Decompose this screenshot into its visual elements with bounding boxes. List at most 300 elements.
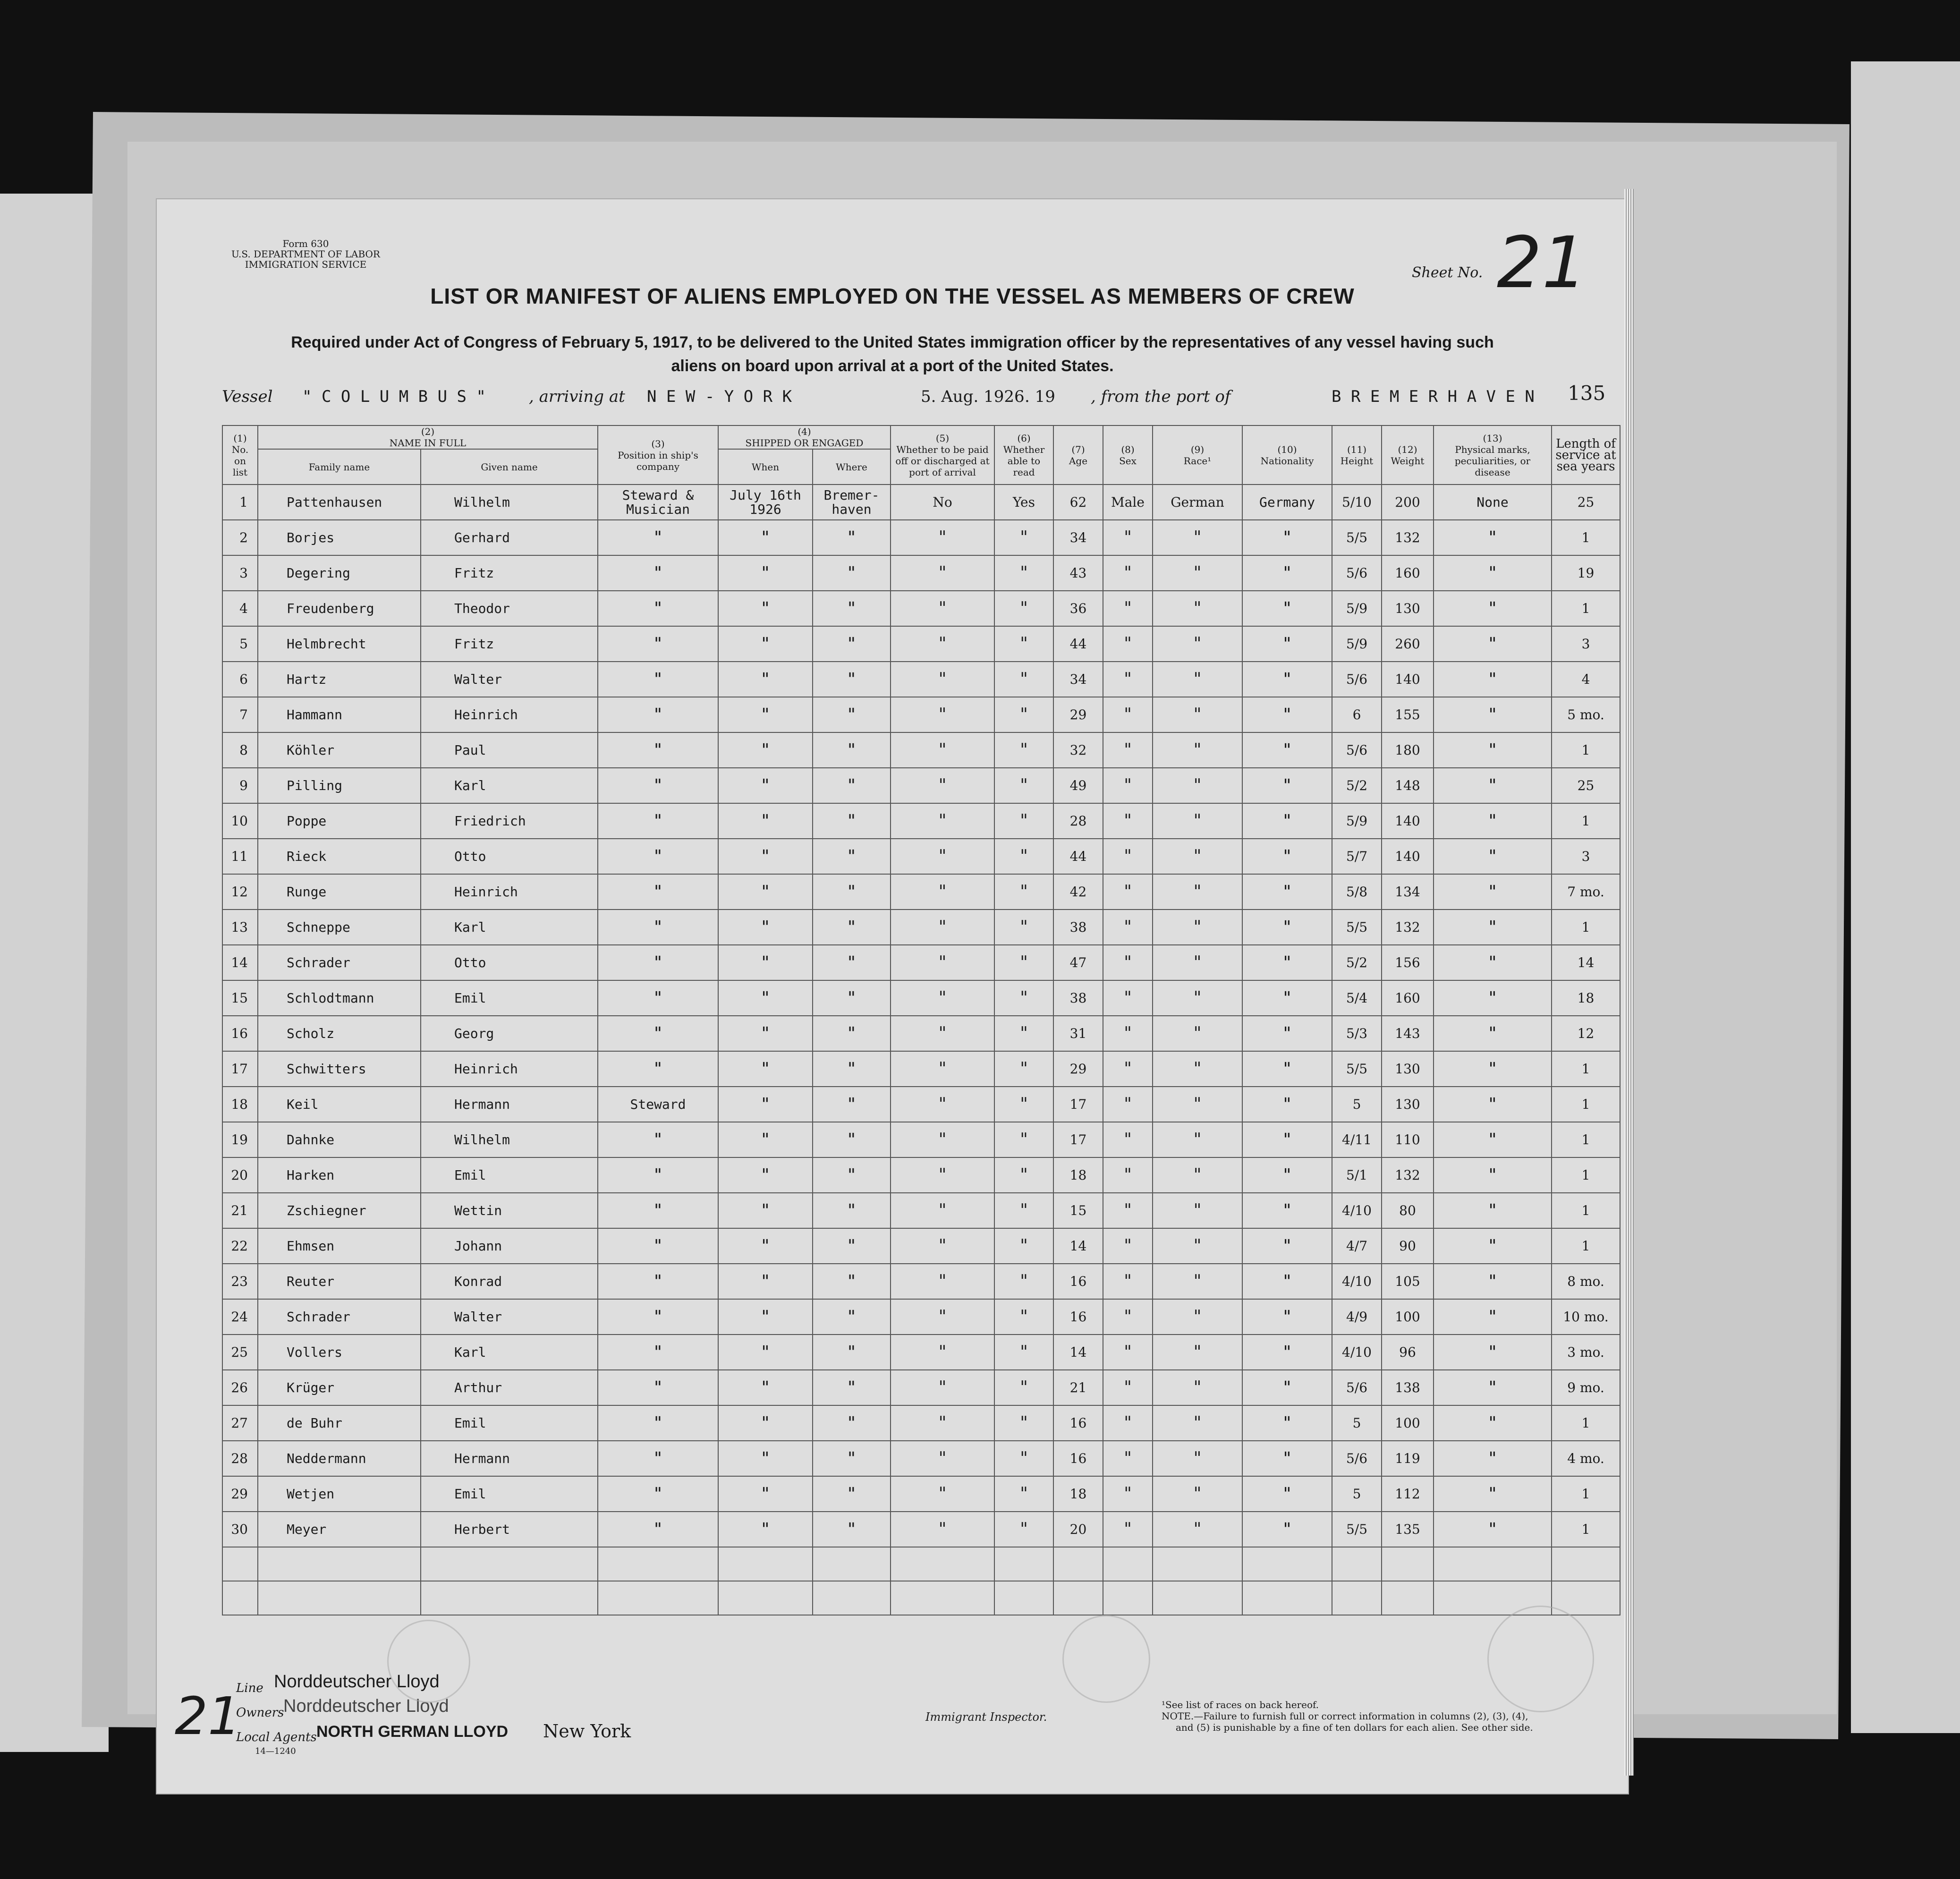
col-header-read: (6) Whether able to read — [994, 425, 1053, 485]
table-row — [222, 1335, 1620, 1370]
cell-height: 5/3 — [1332, 1016, 1382, 1051]
cell-weight: 110 — [1382, 1122, 1434, 1157]
cell-race: " — [1153, 1051, 1242, 1087]
empty-cell — [421, 1547, 598, 1581]
cell-position: " — [598, 520, 718, 555]
cell-when: " — [718, 1264, 813, 1299]
cell-nationality: " — [1242, 1512, 1332, 1547]
cell-sex: " — [1103, 732, 1153, 768]
cell-given: Wettin — [421, 1193, 598, 1228]
cell-when: " — [718, 839, 813, 874]
cell-when: " — [718, 874, 813, 910]
cell-paid-off: " — [891, 980, 994, 1016]
cell-when: " — [718, 1335, 813, 1370]
cell-age: 21 — [1053, 1370, 1103, 1405]
cell-paid-off: " — [891, 626, 994, 662]
cell-weight: 105 — [1382, 1264, 1434, 1299]
cell-no: 12 — [222, 874, 258, 910]
cell-when: " — [718, 1122, 813, 1157]
col-header-paid-off: (5) Whether to be paid off or discharged at port of arrival — [891, 425, 994, 485]
cell-marks: " — [1434, 1335, 1552, 1370]
cell-family: Runge — [258, 874, 421, 910]
cell-family: Köhler — [258, 732, 421, 768]
cell-age: 31 — [1053, 1016, 1103, 1051]
cell-marks: " — [1434, 1405, 1552, 1441]
cell-nationality: " — [1242, 910, 1332, 945]
empty-cell — [1332, 1581, 1382, 1615]
cell-paid-off: " — [891, 732, 994, 768]
cell-family: Schneppe — [258, 910, 421, 945]
cell-where: " — [813, 768, 891, 803]
cell-read: " — [994, 1370, 1053, 1405]
cell-height: 4/10 — [1332, 1335, 1382, 1370]
cell-nationality: " — [1242, 1122, 1332, 1157]
cell-read: " — [994, 1264, 1053, 1299]
cell-where: " — [813, 1228, 891, 1264]
cell-service: 1 — [1552, 1512, 1620, 1547]
cell-nationality: " — [1242, 591, 1332, 626]
cell-no: 19 — [222, 1122, 258, 1157]
cell-when: " — [718, 1441, 813, 1476]
cell-sex: " — [1103, 1299, 1153, 1335]
empty-cell — [813, 1547, 891, 1581]
cell-where: Bremer-haven — [813, 485, 891, 520]
cell-where: " — [813, 1441, 891, 1476]
cell-sex: " — [1103, 1193, 1153, 1228]
cell-family: Pattenhausen — [258, 485, 421, 520]
cell-position: " — [598, 945, 718, 980]
cell-weight: 140 — [1382, 662, 1434, 697]
cell-service: 25 — [1552, 485, 1620, 520]
col-header-no: (1) No. on list — [222, 425, 258, 485]
cell-where: " — [813, 1122, 891, 1157]
cell-weight: 100 — [1382, 1405, 1434, 1441]
cell-given: Theodor — [421, 591, 598, 626]
cell-sex: " — [1103, 697, 1153, 732]
table-row — [222, 803, 1620, 839]
cell-service: 10 mo. — [1552, 1299, 1620, 1335]
cell-service: 3 mo. — [1552, 1335, 1620, 1370]
cell-weight: 160 — [1382, 980, 1434, 1016]
empty-cell — [891, 1547, 994, 1581]
cell-paid-off: " — [891, 697, 994, 732]
cell-family: Rieck — [258, 839, 421, 874]
table-row — [222, 910, 1620, 945]
table-row — [222, 1087, 1620, 1122]
cell-weight: 130 — [1382, 591, 1434, 626]
empty-cell — [1382, 1581, 1434, 1615]
cell-weight: 119 — [1382, 1441, 1434, 1476]
cell-height: 5/5 — [1332, 520, 1382, 555]
cell-when: " — [718, 768, 813, 803]
cell-sex: " — [1103, 1122, 1153, 1157]
cell-weight: 90 — [1382, 1228, 1434, 1264]
cell-given: Konrad — [421, 1264, 598, 1299]
manifest-body — [222, 485, 1620, 1615]
consulate-stamp-1 — [387, 1620, 470, 1703]
col-header-sex: (8) Sex — [1103, 425, 1153, 485]
cell-paid-off: " — [891, 1157, 994, 1193]
cell-service: 1 — [1552, 1122, 1620, 1157]
cell-read: " — [994, 874, 1053, 910]
cell-no: 20 — [222, 1157, 258, 1193]
cell-given: Hermann — [421, 1087, 598, 1122]
arrival-date: 5. Aug. 1926 — [921, 387, 1025, 406]
cell-position: " — [598, 910, 718, 945]
cell-age: 16 — [1053, 1405, 1103, 1441]
cell-race: " — [1153, 1476, 1242, 1512]
cell-where: " — [813, 1476, 891, 1512]
cell-when: July 16th 1926 — [718, 485, 813, 520]
cell-service: 1 — [1552, 803, 1620, 839]
cell-where: " — [813, 591, 891, 626]
consulate-stamp-3 — [1487, 1606, 1594, 1712]
cell-paid-off: " — [891, 1512, 994, 1547]
cell-read: " — [994, 1122, 1053, 1157]
cell-when: " — [718, 1193, 813, 1228]
cell-height: 4/11 — [1332, 1122, 1382, 1157]
cell-service: 1 — [1552, 1476, 1620, 1512]
empty-cell — [1153, 1547, 1242, 1581]
cell-when: " — [718, 520, 813, 555]
cell-marks: " — [1434, 1087, 1552, 1122]
cell-when: " — [718, 1157, 813, 1193]
cell-weight: 100 — [1382, 1299, 1434, 1335]
table-row — [222, 591, 1620, 626]
cell-paid-off: " — [891, 1228, 994, 1264]
cell-no: 27 — [222, 1405, 258, 1441]
cell-age: 20 — [1053, 1512, 1103, 1547]
cell-sex: " — [1103, 910, 1153, 945]
cell-nationality: " — [1242, 1051, 1332, 1087]
cell-family: Schrader — [258, 1299, 421, 1335]
cell-height: 5 — [1332, 1476, 1382, 1512]
cell-position: " — [598, 803, 718, 839]
cell-age: 28 — [1053, 803, 1103, 839]
cell-weight: 180 — [1382, 732, 1434, 768]
cell-given: Heinrich — [421, 697, 598, 732]
owners-label: Owners — [236, 1706, 284, 1720]
cell-where: " — [813, 980, 891, 1016]
cell-marks: " — [1434, 697, 1552, 732]
agents-value: NORTH GERMAN LLOYD — [316, 1723, 509, 1741]
cell-service: 18 — [1552, 980, 1620, 1016]
cell-where: " — [813, 945, 891, 980]
cell-age: 14 — [1053, 1335, 1103, 1370]
cell-race: " — [1153, 1441, 1242, 1476]
cell-nationality: " — [1242, 732, 1332, 768]
cell-paid-off: No — [891, 485, 994, 520]
cell-age: 17 — [1053, 1087, 1103, 1122]
cell-family: Reuter — [258, 1264, 421, 1299]
cell-sex: " — [1103, 945, 1153, 980]
cell-position: " — [598, 1476, 718, 1512]
cell-read: " — [994, 626, 1053, 662]
cell-family: Vollers — [258, 1335, 421, 1370]
cell-race: " — [1153, 1228, 1242, 1264]
cell-when: " — [718, 555, 813, 591]
cell-position: " — [598, 1370, 718, 1405]
cell-no: 26 — [222, 1370, 258, 1405]
cell-sex: " — [1103, 1335, 1153, 1370]
cell-given: Emil — [421, 1157, 598, 1193]
cell-when: " — [718, 1405, 813, 1441]
cell-height: 4/10 — [1332, 1193, 1382, 1228]
cell-sex: Male — [1103, 485, 1153, 520]
cell-height: 4/9 — [1332, 1299, 1382, 1335]
sheet-number: 21 — [1497, 222, 1587, 304]
cell-weight: 130 — [1382, 1051, 1434, 1087]
table-row — [222, 768, 1620, 803]
cell-nationality: " — [1242, 555, 1332, 591]
col-header-shipped: (4) SHIPPED OR ENGAGED — [718, 425, 891, 449]
cell-marks: " — [1434, 662, 1552, 697]
cell-position: " — [598, 1405, 718, 1441]
cell-weight: 156 — [1382, 945, 1434, 980]
cell-position: " — [598, 1441, 718, 1476]
cell-sex: " — [1103, 1370, 1153, 1405]
cell-sex: " — [1103, 520, 1153, 555]
col-header-service: Length of service at sea years — [1552, 425, 1620, 485]
cell-position: " — [598, 626, 718, 662]
cell-read: " — [994, 768, 1053, 803]
cell-age: 29 — [1053, 1051, 1103, 1087]
cell-sex: " — [1103, 1441, 1153, 1476]
cell-height: 5/6 — [1332, 732, 1382, 768]
cell-height: 5/9 — [1332, 626, 1382, 662]
cell-given: Emil — [421, 980, 598, 1016]
cell-height: 5/6 — [1332, 555, 1382, 591]
cell-race: " — [1153, 1193, 1242, 1228]
cell-when: " — [718, 662, 813, 697]
table-row — [222, 1016, 1620, 1051]
cell-family: Harken — [258, 1157, 421, 1193]
cell-sex: " — [1103, 555, 1153, 591]
cell-height: 5 — [1332, 1405, 1382, 1441]
cell-when: " — [718, 591, 813, 626]
cell-paid-off: " — [891, 1016, 994, 1051]
col-header-race: (9) Race¹ — [1153, 425, 1242, 485]
cell-where: " — [813, 1370, 891, 1405]
cell-age: 14 — [1053, 1228, 1103, 1264]
cell-weight: 132 — [1382, 520, 1434, 555]
cell-when: " — [718, 945, 813, 980]
cell-given: Fritz — [421, 555, 598, 591]
table-row — [222, 1264, 1620, 1299]
vessel-name: " C O L U M B U S " — [302, 387, 486, 406]
cell-nationality: Germany — [1242, 485, 1332, 520]
cell-height: 5/2 — [1332, 768, 1382, 803]
cell-height: 5/5 — [1332, 1051, 1382, 1087]
empty-cell — [222, 1581, 258, 1615]
cell-where: " — [813, 697, 891, 732]
cell-age: 38 — [1053, 910, 1103, 945]
cell-read: " — [994, 1157, 1053, 1193]
cell-when: " — [718, 1512, 813, 1547]
cell-family: Krüger — [258, 1370, 421, 1405]
cell-sex: " — [1103, 1264, 1153, 1299]
col-header-age: (7) Age — [1053, 425, 1103, 485]
cell-given: Walter — [421, 1299, 598, 1335]
cell-race: German — [1153, 485, 1242, 520]
cell-read: " — [994, 1087, 1053, 1122]
cell-no: 3 — [222, 555, 258, 591]
empty-cell — [421, 1581, 598, 1615]
cell-service: 4 — [1552, 662, 1620, 697]
cell-paid-off: " — [891, 1264, 994, 1299]
cell-nationality: " — [1242, 1441, 1332, 1476]
cell-sex: " — [1103, 1087, 1153, 1122]
page-title: LIST OR MANIFEST OF ALIENS EMPLOYED ON THE VESSEL AS MEMBERS OF CREW — [430, 284, 1355, 308]
table-row — [222, 1441, 1620, 1476]
cell-given: Gerhard — [421, 520, 598, 555]
cell-nationality: " — [1242, 980, 1332, 1016]
cell-nationality: " — [1242, 803, 1332, 839]
cell-family: Schrader — [258, 945, 421, 980]
cell-where: " — [813, 1264, 891, 1299]
table-row — [222, 626, 1620, 662]
cell-when: " — [718, 980, 813, 1016]
cell-family: Hammann — [258, 697, 421, 732]
cell-nationality: " — [1242, 1405, 1332, 1441]
cell-no: 29 — [222, 1476, 258, 1512]
empty-cell — [258, 1581, 421, 1615]
cell-read: " — [994, 732, 1053, 768]
cell-no: 21 — [222, 1193, 258, 1228]
cell-paid-off: " — [891, 1370, 994, 1405]
cell-weight: 138 — [1382, 1370, 1434, 1405]
cell-where: " — [813, 662, 891, 697]
cell-given: Emil — [421, 1476, 598, 1512]
cell-given: Georg — [421, 1016, 598, 1051]
table-row — [222, 697, 1620, 732]
cell-nationality: " — [1242, 1087, 1332, 1122]
cell-read: " — [994, 1051, 1053, 1087]
cell-position: " — [598, 1193, 718, 1228]
cell-where: " — [813, 1157, 891, 1193]
cell-service: 1 — [1552, 1193, 1620, 1228]
cell-race: " — [1153, 1335, 1242, 1370]
cell-no: 9 — [222, 768, 258, 803]
cell-family: Poppe — [258, 803, 421, 839]
table-row — [222, 555, 1620, 591]
note-failure: NOTE.—Failure to furnish full or correct information in columns (2), (3), (4), — [1162, 1710, 1528, 1722]
cell-sex: " — [1103, 874, 1153, 910]
cell-age: 36 — [1053, 591, 1103, 626]
cell-no: 24 — [222, 1299, 258, 1335]
cell-family: Wetjen — [258, 1476, 421, 1512]
margin-sheet-number: 21 — [175, 1686, 241, 1746]
cell-race: " — [1153, 839, 1242, 874]
cell-service: 14 — [1552, 945, 1620, 980]
cell-given: Otto — [421, 945, 598, 980]
cell-race: " — [1153, 803, 1242, 839]
cell-weight: 132 — [1382, 910, 1434, 945]
cell-sex: " — [1103, 839, 1153, 874]
page-stack-edge — [1624, 189, 1634, 1776]
cell-service: 1 — [1552, 1228, 1620, 1264]
cell-read: " — [994, 1228, 1053, 1264]
table-row — [222, 1370, 1620, 1405]
cell-service: 3 — [1552, 626, 1620, 662]
line-value: Norddeutscher Lloyd — [274, 1672, 440, 1692]
cell-read: " — [994, 1405, 1053, 1441]
cell-age: 32 — [1053, 732, 1103, 768]
cell-race: " — [1153, 1157, 1242, 1193]
cell-family: Neddermann — [258, 1441, 421, 1476]
cell-position: " — [598, 697, 718, 732]
cell-read: " — [994, 1441, 1053, 1476]
empty-cell — [222, 1547, 258, 1581]
cell-weight: 155 — [1382, 697, 1434, 732]
cell-height: 5/6 — [1332, 1370, 1382, 1405]
cell-position: " — [598, 874, 718, 910]
table-row — [222, 1157, 1620, 1193]
cell-read: " — [994, 1299, 1053, 1335]
empty-cell — [813, 1581, 891, 1615]
cell-height: 5/4 — [1332, 980, 1382, 1016]
arrival-port: N E W - Y O R K — [647, 387, 792, 406]
cell-no: 13 — [222, 910, 258, 945]
cell-age: 16 — [1053, 1441, 1103, 1476]
cell-position: " — [598, 980, 718, 1016]
cell-race: " — [1153, 697, 1242, 732]
table-row — [222, 1476, 1620, 1512]
table-row — [222, 874, 1620, 910]
table-row — [222, 839, 1620, 874]
empty-row — [222, 1581, 1620, 1615]
cell-age: 17 — [1053, 1122, 1103, 1157]
cell-marks: " — [1434, 1512, 1552, 1547]
cell-marks: " — [1434, 874, 1552, 910]
cell-service: 3 — [1552, 839, 1620, 874]
form-department: U.S. DEPARTMENT OF LABOR — [231, 248, 380, 260]
cell-family: de Buhr — [258, 1405, 421, 1441]
cell-sex: " — [1103, 803, 1153, 839]
cell-no: 1 — [222, 485, 258, 520]
cell-service: 1 — [1552, 1157, 1620, 1193]
cell-weight: 96 — [1382, 1335, 1434, 1370]
cell-sex: " — [1103, 980, 1153, 1016]
cell-height: 5/2 — [1332, 945, 1382, 980]
cell-paid-off: " — [891, 768, 994, 803]
cell-where: " — [813, 1051, 891, 1087]
cell-where: " — [813, 910, 891, 945]
cell-when: " — [718, 1051, 813, 1087]
cell-marks: " — [1434, 1370, 1552, 1405]
cell-position: " — [598, 1264, 718, 1299]
cell-when: " — [718, 1370, 813, 1405]
empty-cell — [598, 1581, 718, 1615]
cell-paid-off: " — [891, 662, 994, 697]
cell-age: 44 — [1053, 626, 1103, 662]
cell-read: " — [994, 1476, 1053, 1512]
cell-where: " — [813, 626, 891, 662]
cell-where: " — [813, 1512, 891, 1547]
cell-where: " — [813, 803, 891, 839]
cell-service: 5 mo. — [1552, 697, 1620, 732]
table-row — [222, 662, 1620, 697]
cell-where: " — [813, 1299, 891, 1335]
cell-paid-off: " — [891, 1051, 994, 1087]
cell-paid-off: " — [891, 803, 994, 839]
table-row — [222, 1122, 1620, 1157]
cell-age: 47 — [1053, 945, 1103, 980]
header-row-1 — [222, 425, 1620, 449]
table-row — [222, 1228, 1620, 1264]
cell-family: Degering — [258, 555, 421, 591]
cell-height: 5/6 — [1332, 1441, 1382, 1476]
